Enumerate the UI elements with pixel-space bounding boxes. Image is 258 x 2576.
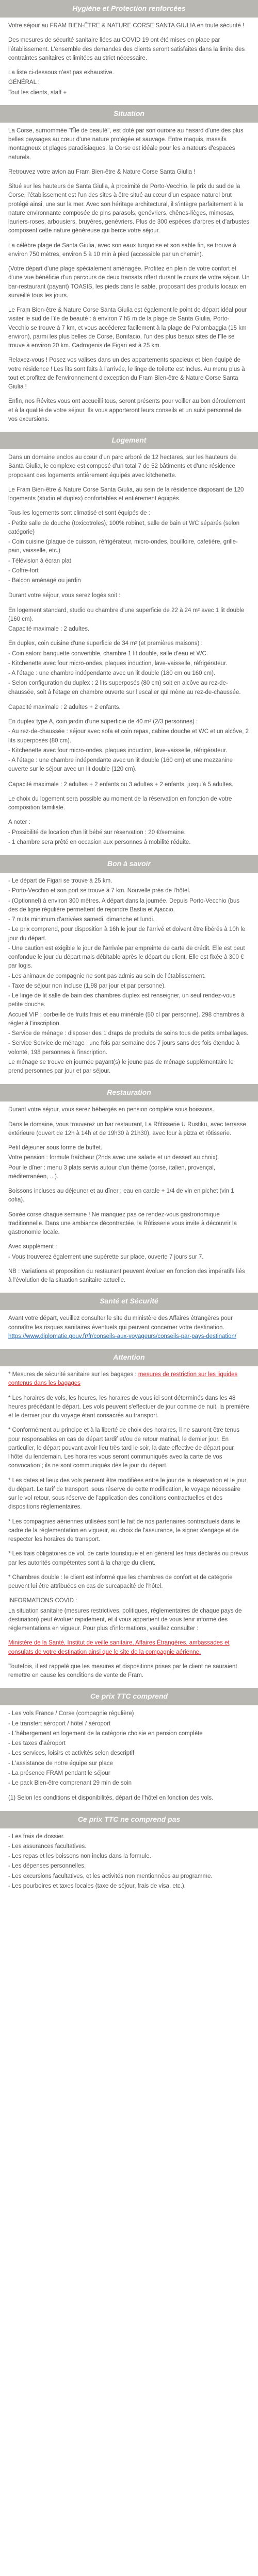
paragraph — [8, 1639, 250, 1657]
list-item: - Coin cuisine (plaque de cuisson, réfrigérateur, micro-ondes, bouilloire, cafetière, grille-pain, vaisselle, etc.) — [8, 539, 238, 554]
bagage-text: * Mesures de sécurité sanitaire sur les bagages : — [8, 1371, 137, 1378]
list-item: - Les dépenses personnelles. — [8, 1863, 86, 1870]
diplomatie-link[interactable]: https://www.diplomatie.gouv.fr/fr/conseils-aux-voyageurs/conseils-par-pays-destination/ — [8, 1333, 237, 1340]
paragraph: * Les frais obligatoires de vol, de carte touristique et en général les frais déclarés ou prévus par les autorités compétentes sont à la charge du client. — [8, 1551, 248, 1566]
section-sante — [0, 1310, 258, 1349]
list-item: - A l'étage : une chambre indépendante avec un lit double (180 cm ou 160 cm). — [8, 670, 216, 676]
section-title-sante: Santé et Sécurité — [0, 1293, 258, 1310]
paragraph: Pour le dîner : menu 3 plats servis autour d'un thème (corse, italien, provençal, méditerranéen, ...). — [8, 1164, 216, 1180]
paragraph: NB : Variations et proposition du restaurant peuvent évoluer en fonction des impératifs liés à l'évolution de la situation sanitaire actuelle. — [8, 1268, 245, 1283]
list-item: Le ménage se trouve en journée payant(s) le jeune pas de ménage supplémentaire le prend personnes par jour et par séjour. — [8, 1059, 234, 1074]
list-item: - Selon configuration du duplex : 2 lits superposés (80 cm) soit en alcôve au rez-de-chaussée, soit à l'étage en chambre ouverte sur l'escalier qui mène au rez-de-chaussée. — [8, 680, 241, 696]
section-prix-comprend — [0, 1705, 258, 1810]
paragraph: La situation sanitaire (mesures restrictives, politiques, réglementaires de chaque pays de destination) peut évoluer rapidement, et il vous appartient de vous tenir informé des réglementations en vigueur. Pour plus d'informations, veuillez consulter : — [8, 1607, 242, 1632]
paragraph: Des mesures de sécurité sanitaire liées au COVID 19 ont été mises en place par l'établissement. L'ensemble des demandes des clients seront satisfaites dans la limite des contraintes sanitaires et limitées au strict nécessaire. — [8, 37, 245, 61]
paragraph: Capacité maximale : 2 adultes + 2 enfants ou 3 adultes + 2 enfants, jusqu'à 5 adultes. — [8, 781, 234, 788]
paragraph: Capacité maximale : 2 adultes. — [8, 626, 90, 632]
list-item: - A l'étage : une chambre indépendante avec un lit double (160 cm) et une mezzanine ouverte sur le séjour avec un lit double (120 cm). — [8, 757, 233, 773]
section-title-prix-ne-comprend: Ce prix TTC ne comprend pas — [0, 1811, 258, 1828]
list-item: - Kitchenette avec four micro-ondes, plaques induction, lave-vaisselle, réfrigérateur. — [8, 660, 228, 667]
paragraph: * Conformément au principe et à la liberté de choix des horaires, il ne sauront être tenus pour responsables en cas de départ tardif et/ou de retour matinal, le dernier jour. En particulier, le départ pouvant avoir lieu très tard le soir, la date effective de départ pour l'hôtel du lendemain. Les horaires vous seront communiqués avec la carte de vos convocation ; ils ne sont communiqués dès le jour du départ. — [8, 1427, 240, 1469]
paragraph: INFORMATIONS COVID : — [8, 1598, 77, 1604]
ministere-link[interactable]: Ministère de la Santé, Institut de veille sanitaire, Affaires Étrangères, ambassades et consulats de votre destination ainsi que le site de la compagnie aérienne. — [8, 1640, 230, 1655]
list-item: - Les taxes d'aéroport — [8, 1740, 66, 1747]
list-item: - (Optionnel) à environ 300 mètres. A départ dans la journée. Depuis Porto-Vecchio (bus des de ligne régulière permettent de rejoindre Bastia et Ajaccio. — [8, 897, 240, 913]
paragraph: Votre pension : formule fraîcheur (2nds avec une salade et un dessert au choix). — [8, 1155, 219, 1161]
paragraph: * Les compagnies aériennes utilisées sont le fait de nos partenaires contractuels dans le cadre de la réglementation en vigueur, au choix de l'assurance, le signer s'engage et de respecter les horaires de transport. — [8, 1518, 240, 1543]
list-item: - Les pourboires et taxes locales (taxe de séjour, frais de visa, etc.). — [8, 1883, 186, 1889]
paragraph: (Votre départ d'une plage spécialement aménagée. Profitez en plein de votre confort et d'une vue bénéficie d'un parcours de deux transats offert durant le cours de votre séjour. Un bar-restaurant (payant) TOASIS, les pieds dans le sable, proposant des produits locaux en surveillé tous les jours. — [8, 266, 250, 299]
section-logement — [0, 449, 258, 855]
paragraph: Avec supplément : — [8, 1244, 57, 1250]
list-item: - Porto-Vecchio et son port se trouve à 7 km. Nouvelle prés de l'hôtel. — [8, 888, 191, 894]
paragraph: Le Fram Bien-être & Nature Corse Santa Giulia, au sein de la résidence disposant de 120 logements (studio et duplex) confortables et entièrement équipés. — [8, 486, 244, 502]
section-title-hygiene: Hygiène et Protection renforcées — [0, 0, 258, 18]
paragraph: Votre séjour au FRAM BIEN-ÊTRE & NATURE CORSE SANTA GIULIA en toute sécurité ! — [8, 23, 245, 29]
paragraph: Dans le domaine, vous trouverez un bar restaurant, La Rôtisserie U Rustiku, avec terrasse extérieure (ouvert de 12h à 14h et de 19h30 à 21h30), avec four à pizza et rôtisserie. — [8, 1121, 246, 1137]
list-item: - Le pack Bien-être comprenant 29 min de soin — [8, 1780, 132, 1786]
list-item: - Le départ de Figari se trouve à 25 km. — [8, 878, 112, 884]
section-title-prix-comprend: Ce prix TTC comprend — [0, 1688, 258, 1705]
paragraph: * Chambres double : le client est informé que les chambres de confort et de catégorie peuvent lui être attribuées en cas de surcapacité de l'hôtel. — [8, 1574, 233, 1589]
section-restauration — [0, 1101, 258, 1293]
liquides-link[interactable]: mesures de restriction sur les liquides contenus dans les bagages — [8, 1371, 238, 1387]
section-title-attention: Attention — [0, 1349, 258, 1366]
list-item: - L'hébergement en logement de la catégorie choisie en pension complète — [8, 1730, 203, 1737]
list-item: - Au rez-de-chaussée : séjour avec sofa et coin repas, cabine douche et WC et un alcôve, 2 lits superposés (80 cm). — [8, 728, 249, 744]
paragraph: * Les horaires de vols, les heures, les horaires de vous ici sont déterminés dans les 48 heures précédant le départ. Les vols peuvent s'effectuer de jour comme de nuit, la première et le dernier jour du voyage étant consacrés au transport. — [8, 1395, 249, 1419]
section-title-restauration: Restauration — [0, 1084, 258, 1101]
paragraph: Toutefois, il est rappelé que les mesures et dispositions prises par le client ne sauraient remettre en cause les conditions de vente de Fram. — [8, 1663, 237, 1679]
paragraph: Tous les logements sont climatisé et sont équipés de : — [8, 510, 150, 517]
list-item: - Service de ménage : disposer des 1 draps de produits de soins tous de petits emballages. — [8, 1030, 249, 1037]
paragraph — [8, 1314, 250, 1341]
paragraph: Retrouvez votre avion au Fram Bien-être & Nature Corse Santa Giulia ! — [8, 168, 196, 175]
list-item: - Les assurances facultatives. — [8, 1843, 87, 1850]
list-item: - Les repas et les boissons non inclus dans la formule. — [8, 1853, 151, 1859]
paragraph: Boissons incluses au déjeuner et au dîner : eau en carafe + 1/4 de vin en pichet (vin 1 cofia). — [8, 1188, 234, 1204]
duplex-list — [8, 650, 250, 697]
list-item: - Le prix comprend, pour disposition à 16h le jour de l'arrivé et doivent être libérés à 10h le jour du départ. — [8, 926, 246, 942]
paragraph: Relaxez-vous ! Posez vos valises dans un des appartements spacieux et bien équipé de votre résidence ! Les lits sont faits à l'arrivée, le linge de toilette est inclus. Au menu plus à tout et profitez de l'environnement d'exception du Fram Bien-être & Nature Corse Santa Giulia ! — [8, 357, 245, 390]
paragraph — [8, 1370, 250, 1388]
paragraph: La Corse, surnommée "l'Île de beauté", est doté par son ouroire au hasard d'une des plus belles paysages au cœur d'une nature protégée et sauvage. Entre maquis, massifs montagneux et plages paradisiaques, la Corse est idéale pour les amateurs d'espaces naturels. — [8, 127, 244, 161]
list-item: - L'assistance de notre équipe sur place — [8, 1760, 113, 1767]
paragraph: - Vous trouverez également une supérette sur place, ouverte 7 jours sur 7. — [8, 1253, 204, 1260]
paragraph: La liste ci-dessous n'est pas exhaustive. — [8, 70, 114, 76]
paragraph: GÉNÉRAL : — [8, 79, 40, 86]
list-item: - Les animaux de compagnie ne sont pas admis au sein de l'établissement. — [8, 973, 206, 979]
list-item: - Télévision à écran plat — [8, 557, 71, 564]
paragraph: Durant votre séjour, vous serez hébergés en pension complète sous boissons. — [8, 1107, 214, 1113]
list-item: - La présence FRAM pendant le séjour — [8, 1770, 110, 1776]
paragraph: Situé sur les hauteurs de Santa Giulia, à proximité de Porto-Vecchio, le prix du sud de la Corse, l'établissement est l'un des sites à être situé au cœur d'un espace naturel brut protégé ainsi, une sur la mer. Avec son héritage architectural, il s'intègre parfaitement à la nature environnante composée de pins parasols, genévriers, chênes-lièges, mimosas, lauriers-roses, arbousiers, bruyères, genévriers. Plus de 300 espèces d'arbres et d'arbustes composent cette nature généreuse qui berce votre séjour. — [8, 183, 250, 234]
paragraph: La célèbre plage de Santa Giulia, avec son eaux turquoise et son sable fin, se trouve à environ 750 mètres, environ 5 à 10 min à pied (accessible par un chemin). — [8, 242, 236, 258]
paragraph: En logement standard, studio ou chambre d'une superficie de 22 à 24 m² avec 1 lit double (160 cm). — [8, 607, 245, 622]
list-item: - 7 nuits minimum d'arrivées samedi, dimanche et lundi. — [8, 917, 155, 923]
list-item: - Kitchenette avec four micro-ondes, plaques induction, lave-vaisselle, réfrigérateur. — [8, 747, 228, 754]
paragraph: Capacité maximale : 2 adultes + 2 enfants. — [8, 704, 121, 710]
paragraph: Tout les clients, staff + — [8, 89, 67, 96]
list-item: - Les excursions facultatives, et les activités non mentionnées au programme. — [8, 1873, 213, 1879]
paragraph: Petit déjeuner sous forme de buffet. — [8, 1145, 102, 1151]
excluded-list — [8, 1833, 250, 1891]
sante-text: Avant votre départ, veuillez consulter le site du ministère des Affaires étrangères pour connaître les risques sanitaires éventuels qui peuvent concerner votre destination. — [8, 1315, 233, 1331]
list-item: - Possibilité de location d'un lit bébé sur réservation : 20 €/semaine. — [8, 829, 186, 836]
list-item: - Les vols France / Corse (compagnie régulière) — [8, 1710, 134, 1717]
list-item: Accueil VIP : corbeille de fruits frais et eau minérale (50 cl par personne). 298 chambres à régler à l'inscription. — [8, 1011, 245, 1027]
info-list — [8, 877, 250, 1076]
included-list — [8, 1709, 250, 1788]
list-item: - Une caution est exigible le jour de l'arrivée par empreinte de carte de crédit. Elle est peut confondue le jour du départ mais débitable après le départ du client. Elle est fixée à 300 € par logis. — [8, 945, 245, 970]
list-item: - 1 chambre sera prêté en occasion aux personnes à mobilité réduite. — [8, 839, 191, 845]
paragraph: A noter : — [8, 819, 30, 826]
paragraph: Enfin, nos Rêvites vous ont accueilli tous, seront présents pour veiller au bon déroulement et à la qualité de votre séjour. Ils vous apporteront leurs conseils et un suivi personnel de vos excursions. — [8, 398, 245, 422]
section-title-logement: Logement — [0, 432, 258, 449]
list-item: - Taxe de séjour non incluse (1,98 par jour et par personne). — [8, 982, 166, 989]
note-list — [8, 828, 250, 848]
list-item: - Coffre-fort — [8, 567, 39, 574]
duplex-a-list — [8, 727, 250, 774]
paragraph: Dans un domaine enclos au cœur d'un parc arboré de 12 hectares, sur les hauteurs de Santa Giulia, le complexe est composé d'un total 7 de 52 bâtiments et d'une résidence proposant des logements entièrement équipés avec kitchenette. — [8, 454, 237, 479]
list-item: - Balcon aménagé ou jardin — [8, 578, 81, 584]
paragraph: Le choix du logement sera possible au moment de la réservation en fonction de votre composition familiale. — [8, 795, 232, 811]
list-item: - Petite salle de douche (toxicotroles), 100% robinet, salle de bain et WC séparés (selon catégorie) — [8, 520, 240, 535]
paragraph: Le Fram Bien-être & Nature Corse Santa Giulia est également le point de départ idéal pour visiter le sud de l'île de beauté : à environ 7 h5 m de la plage de Santa Giulia, Porto-Vecchio se trouve à 7 km, et vous accéderez facilement à la plage de Palombaggia (15 km environ), parmi les plus belles de Corse, Bonifacio, l'un des plus beaux sites de l'île se trouve à environ 20 km. Cadrogeois de Figari est à 25 km. — [8, 307, 247, 349]
equipment-list — [8, 519, 250, 586]
section-bon-a-savoir — [0, 873, 258, 1084]
list-item: - Les services, loisirs et activités selon descriptif — [8, 1750, 135, 1757]
section-situation — [0, 123, 258, 432]
section-hygiene — [0, 18, 258, 105]
section-prix-ne-comprend — [0, 1828, 258, 1900]
list-item: - Le transfert aéroport / hôtel / aéroport — [8, 1720, 111, 1727]
paragraph: * Les dates et lieux des vols peuvent être modifiées entre le jour de la réservation et le jour du départ. Le tarif de transport, sous réserve de cette modification, le voyage nécessaire sur le vol retour, sous réserve de l'application des conditions contractuelles et des dispositions réglementaires. — [8, 1477, 247, 1511]
section-title-bon-a-savoir: Bon à savoir — [0, 855, 258, 873]
list-item: - Les frais de dossier. — [8, 1833, 65, 1840]
section-attention — [0, 1366, 258, 1688]
paragraph: En duplex type A, coin jardin d'une superficie de 40 m² (2/3 personnes) : — [8, 719, 198, 725]
paragraph: Soirée corse chaque semaine ! Ne manquez pas ce rendez-vous gastronomique traditionnelle. Dans une ambiance décontractée, la Rôtisserie vous invite à découvrir la gastronomie locale. — [8, 1211, 237, 1235]
paragraph: En duplex, coin cuisine d'une superficie de 34 m² (et premières maisons) : — [8, 640, 203, 647]
paragraph: Durant votre séjour, vous serez logés soit : — [8, 592, 121, 599]
list-item: - Service Service de ménage : une fois par semaine des 7 jours sans des fois étendue à volonté, 198 personnes à l'inscription. — [8, 1040, 240, 1056]
list-item: - Le linge de lit salle de bain des chambres duplex est renseigner, un seul rendez-vous petite douche. — [8, 993, 236, 1008]
paragraph: (1) Selon les conditions et disponibilités, départ de l'hôtel en fonction des vols. — [8, 1795, 214, 1802]
section-title-situation: Situation — [0, 105, 258, 123]
list-item: - Coin salon: banquette convertible, chambre 1 lit double, salle d'eau et WC. — [8, 650, 208, 657]
